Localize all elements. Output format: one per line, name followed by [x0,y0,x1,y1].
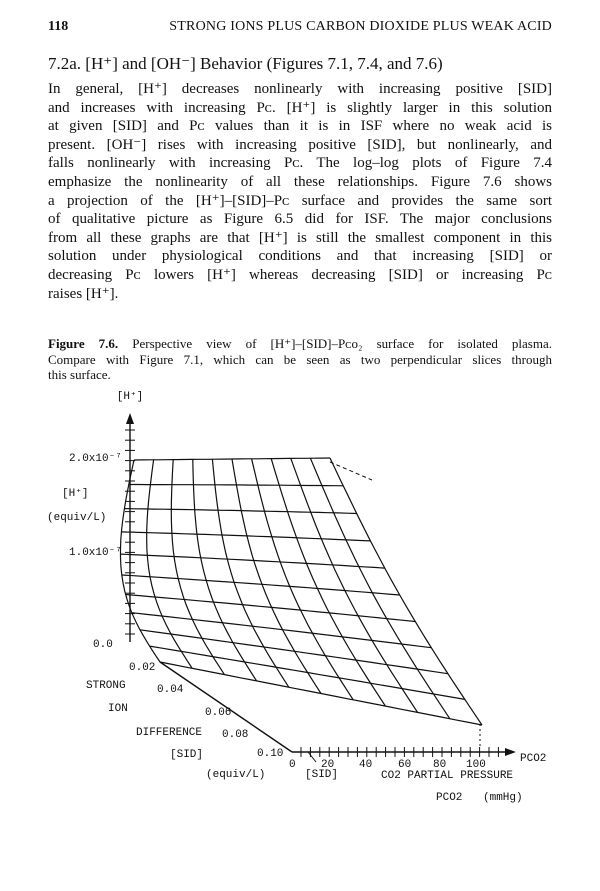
surface-line-sid [291,458,418,712]
body-line: from all these graphs are that [H⁺] is still the smallest component in this [48,229,552,246]
body-line: In general, [H⁺] decreases nonlinearly with increasing positive [SID] [48,81,552,97]
surface-line-sid [147,460,193,669]
caption-line: Compare with Figure 7.1, which can be seen as two perpendicular slices through [48,351,552,367]
body-line: solution under physiological conditions and that increasing [SID] or [48,248,552,265]
z-tick-label: 0.0 [93,639,113,651]
body-line: raises [H⁺]. [48,285,119,302]
z-axis-top-label: [H⁺] [116,391,144,403]
page-number: 118 [48,19,69,34]
pco2-tick-label: 60 [398,759,412,771]
surface-line-sid [232,459,321,694]
pco2-tick-label: 0 [289,759,296,771]
body-line: emphasize the nonlinearity of all these relationships. Figure 7.6 shows [48,173,552,190]
surface-plot [0,380,600,820]
pco2-axis-end-label: PCO2 [520,753,547,765]
sid-axis-unit: (equiv/L) [206,769,266,781]
sid-tick-label: 0.04 [157,684,184,696]
sid-tick-label: 0.10 [257,748,284,760]
surface-line-pco2 [122,575,400,595]
sid-tick-label: 0.08 [222,729,249,741]
figure-caption [48,336,552,383]
body-line: at given [SID] and Pᴄ values than it is in ISF where no weak acid is [48,118,552,135]
section-heading: 7.2a. [H⁺] and [OH⁻] Behavior (Figures 7.1, 7.4, and 7.6) [48,54,443,73]
sid-axis-label-line: ION [108,703,128,715]
surface-line-sid [193,459,257,681]
body-line: and increases with increasing Pᴄ. [H⁺] is slightly larger in this solution [48,99,552,116]
sid-axis-label-line: STRONG [86,680,126,692]
sid-tick-label: 0.06 [205,707,232,719]
pco2-axis-unit: (mmHg) [483,792,523,804]
z-axis-unit: (equiv/L) [47,512,107,524]
caption-line: this surface. [48,367,111,383]
z-tick-label: 2.0x10⁻⁷ [69,453,122,465]
pco2-sid-marker: [SID] [305,769,339,781]
z-tick-label: 1.0x10⁻⁷ [69,547,122,559]
sid-tick-label: 0.02 [129,662,156,674]
pco2-tick-label: 80 [433,759,447,771]
pco2-tick-label: 40 [359,759,373,771]
sid-marker-line [308,752,316,762]
surface-line-sid [171,460,224,675]
caption-label: Figure 7.6. [48,336,119,351]
z-axis-minor-ticks [125,430,135,634]
z-axis-arrow-icon [126,413,134,424]
pco2-axis-label: CO2 PARTIAL PRESSURE [381,770,514,782]
pco2-tick-label: 100 [466,759,486,771]
pco2-tick-label: 20 [321,759,335,771]
body-line: decreasing Pᴄ lowers [H⁺] whereas decreasing [SID] or increasing Pᴄ [48,266,552,283]
pco2-axis-symbol: PCO2 [436,792,463,804]
body-line: present. [OH⁻] rises with increasing positive [SID], but nonlinearly, and [48,136,552,153]
surface-line-pco2 [126,595,416,622]
pco2-axis-arrow-icon [505,748,516,756]
z-axis-label: [H⁺] [62,488,89,500]
body-line: of qualitative picture as Figure 6.5 did for ISF. The major conclusions [48,211,552,228]
sid-axis-label-line: [SID] [170,749,204,761]
body-line: a projection of the [H⁺]–[SID]–Pᴄ surface and provides the same sort [48,192,552,209]
body-line: falls nonlinearly with increasing Pᴄ. The log–log plots of Figure 7.4 [48,155,552,172]
body-paragraph [48,80,552,303]
sid-axis-label-line: DIFFERENCE [136,727,203,739]
caption-text: Perspective view of [H⁺]–[SID]–Pᴄᴏ₂ surface for isolated plasma. [132,336,552,351]
surface-line-sid [310,458,449,719]
caption-line [48,336,552,352]
running-head [48,19,552,39]
surface-line-sid [212,459,288,687]
running-title: STRONG IONS PLUS CARBON DIOXIDE PLUS WEAK ACID [169,19,552,34]
